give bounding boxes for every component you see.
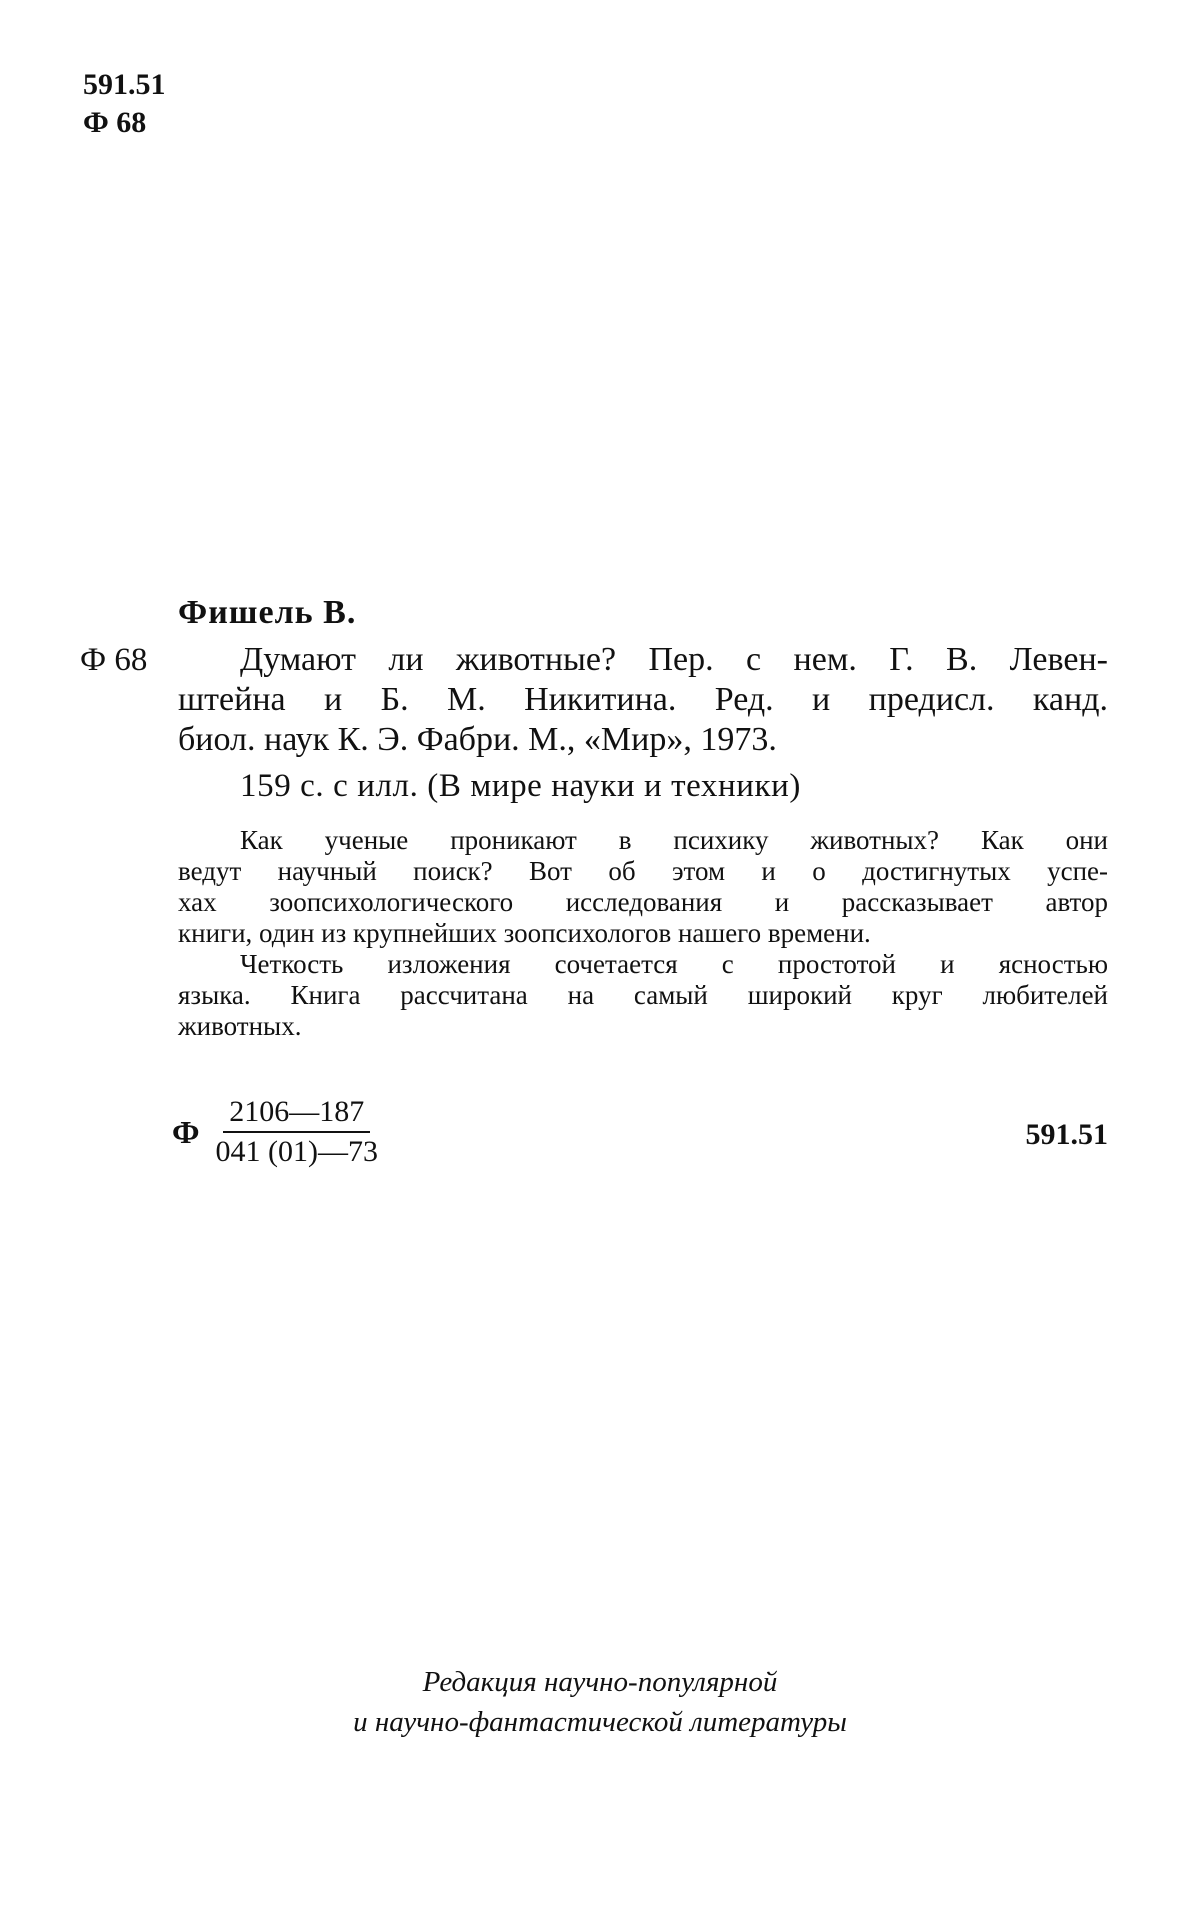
fraction-denominator: 041 (01)—73 [215,1135,378,1168]
bottom-udc-number: 591.51 [1025,1118,1108,1151]
imprint-line: и научно-фантастической литературы [353,1706,847,1738]
title-line: биол. наук К. Э. Фабри. М., «Мир», 1973. [178,721,777,758]
annotation-line: хах зоопсихологического исследования и рассказывает автор [178,887,1108,917]
author-name: Фишель В. [178,594,357,631]
fraction-numerator: 2106—187 [223,1095,370,1133]
annotation [178,825,1108,1042]
top-udc-number: 591.51 [83,68,166,101]
fraction-letter: Ф [172,1113,200,1150]
annotation-line: языка. Книга рассчитана на самый широкий круг любителей [178,980,1108,1010]
bibliographic-entry [178,640,1108,760]
top-library-index [83,66,166,142]
margin-author-code: Ф 68 [80,642,148,678]
annotation-line: Как ученые проникают в психику животных? Как они [240,825,1108,855]
annotation-line: ведут научный поиск? Вот об этом и о достигнутых успе- [178,856,1108,886]
title-line: штейна и Б. М. Никитина. Ред. и предисл. канд. [178,681,1108,718]
top-author-code: Ф 68 [83,106,147,139]
title-line: Думают ли животные? Пер. с нем. Г. В. Левен- [240,641,1108,678]
classification-fraction [172,1092,384,1172]
annotation-line: животных. [178,1011,302,1041]
imprint-line: Редакция научно-популярной [422,1666,778,1698]
annotation-line: Четкость изложения сочетается с простотой и ясностью [240,949,1108,979]
fraction-stack [209,1095,383,1169]
annotation-line: книги, один из крупнейших зоопсихологов нашего времени. [178,918,871,948]
pages-and-series: 159 с. с илл. (В мире науки и техники) [240,768,801,804]
publisher-imprint [0,1662,1200,1742]
